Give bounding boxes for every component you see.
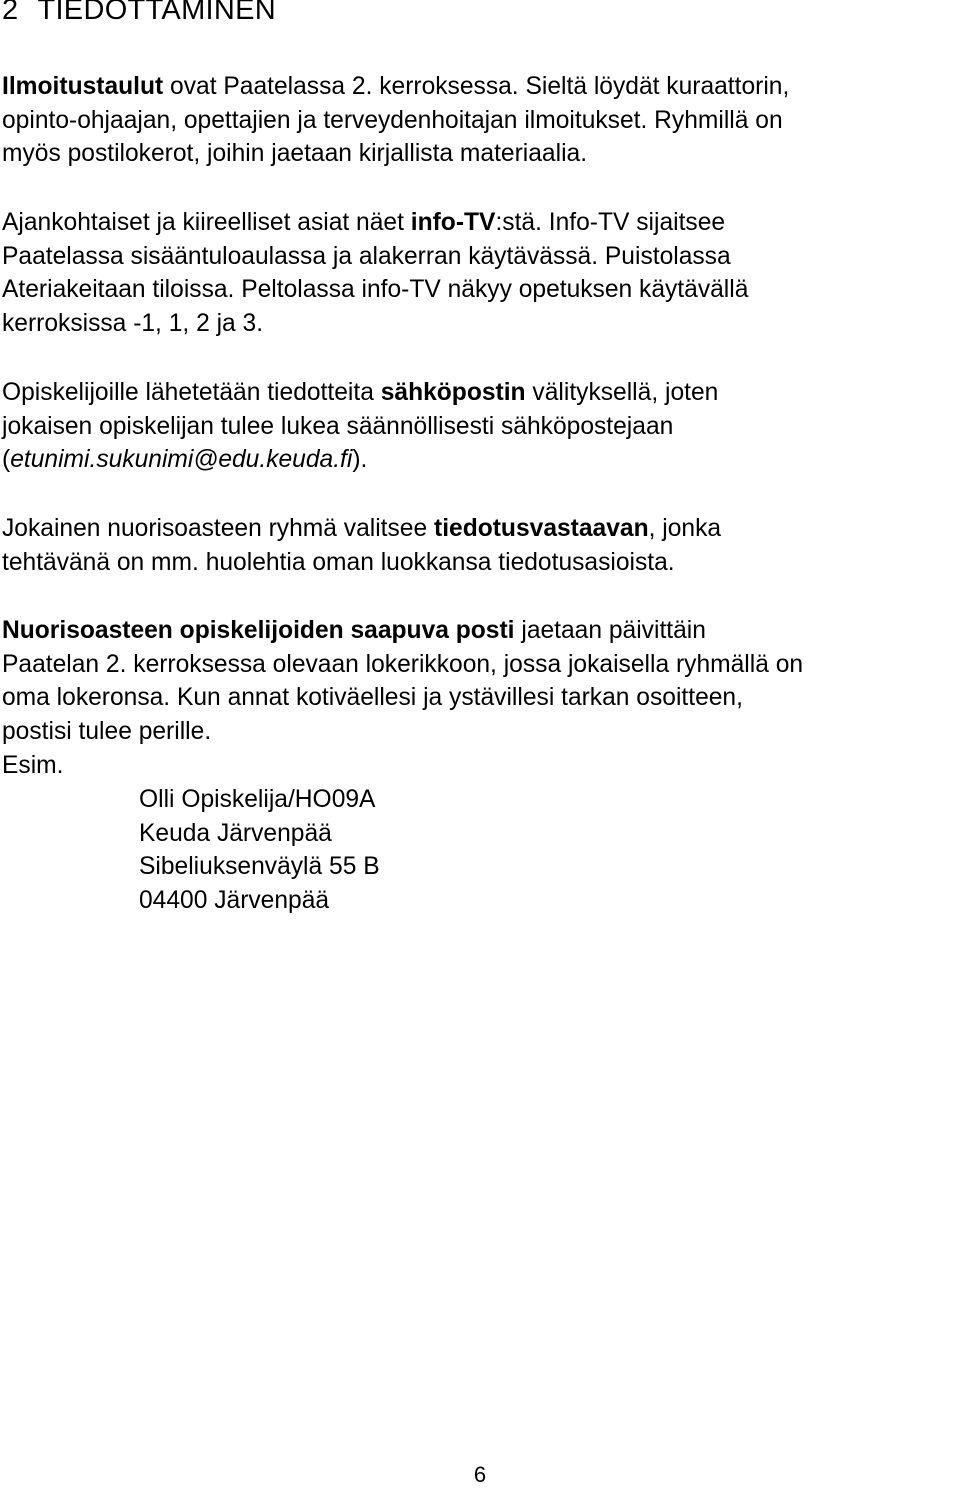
contact-person-paragraph [2,512,960,579]
text-span: Ajankohtaiset ja kiireelliset asiat näet [2,209,411,236]
address-line: 04400 Järvenpää [139,887,330,915]
text-span: ). [352,446,368,474]
text-line: oma lokeronsa. Kun annat kotiväellesi ja ystävillesi tarkan osoitteen, [2,684,743,712]
example-address [139,783,380,918]
text-span: , jonka [648,515,722,542]
section-title: TIEDOTTAMINEN [37,0,277,26]
text-line: jokaisen opiskelijan tulee lukea säännöllisesti sähköpostejaan [2,412,674,440]
text-span: :stä. Info-TV sijaitsee [495,209,726,236]
text-span: Opiskelijoille lähetetään tiedotteita [2,379,381,406]
section-number: 2 [2,0,19,26]
example-label: Esim. [2,751,64,779]
text-line: Paatelassa sisääntuloaulassa ja alakerran käytävässä. Puistolassa [2,242,731,270]
contact-person-term: tiedotusvastaavan [434,515,649,542]
page-number: 6 [473,1462,487,1487]
incoming-mail-term: Nuorisoasteen opiskelijoiden saapuva posti [2,617,515,644]
bulletin-board-paragraph [2,70,960,171]
email-term: sähköpostin [380,379,526,406]
text-line: postisi tulee perille. [2,718,212,746]
bulletin-board-term: Ilmoitustaulut [2,73,164,100]
text-line: kerroksissa -1, 1, 2 ja 3. [2,310,264,338]
text-line: tehtävänä on mm. huolehtia oman luokkansa tiedotusasioista. [2,548,675,576]
text-line: Paatelan 2. kerroksessa olevaan lokerikkoon, jossa jokaisella ryhmällä on [2,650,804,678]
address-line: Keuda Järvenpää [139,819,332,847]
text-span: ovat Paatelassa 2. kerroksessa. Sieltä löydät kuraattorin, [163,73,790,100]
text-line: Ateriakeitaan tiloissa. Peltolassa info-TV näkyy opetuksen käytävällä [2,276,749,304]
email-paragraph [2,376,960,477]
info-tv-term: info-TV [410,209,496,236]
incoming-mail-paragraph [2,614,960,783]
section-heading [2,0,276,27]
email-address-format: etunimi.sukunimi@edu.keuda.fi [10,446,353,474]
text-span: välityksellä, joten [525,379,719,406]
text-span: jaetaan päivittäin [514,617,706,644]
text-span: ( [2,446,11,474]
text-line: myös postilokerot, joihin jaetaan kirjallista materiaalia. [2,140,588,168]
address-line: Sibeliuksenväylä 55 B [139,853,380,881]
text-span: Jokainen nuorisoasteen ryhmä valitsee [2,515,434,542]
text-line: opinto-ohjaajan, opettajien ja terveydenhoitajan ilmoitukset. Ryhmillä on [2,106,783,134]
info-tv-paragraph [2,206,960,341]
address-line: Olli Opiskelija/HO09A [139,786,376,813]
